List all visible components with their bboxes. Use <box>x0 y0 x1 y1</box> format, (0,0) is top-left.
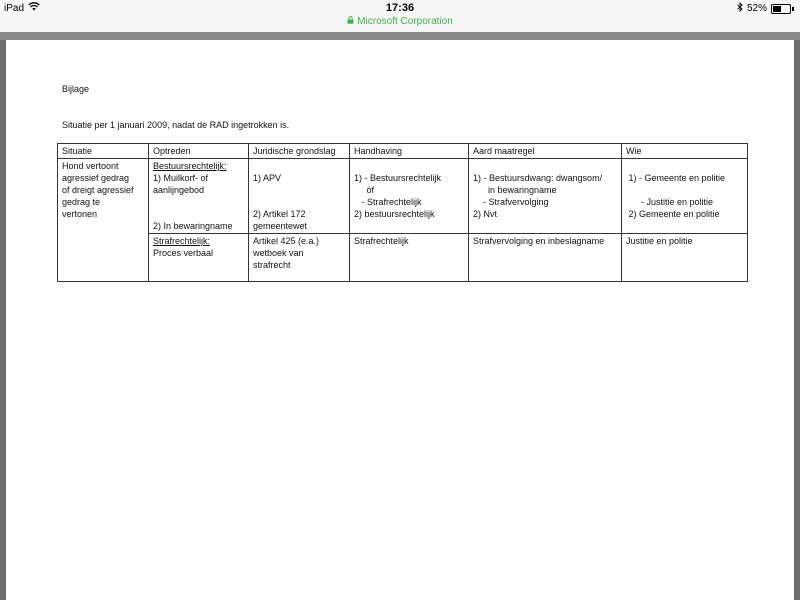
cell-line: gemeentewet <box>253 221 308 231</box>
header-cell: Aard maatregel <box>469 144 622 159</box>
cell-line <box>253 196 345 208</box>
handhaving-cell: Strafrechtelijk <box>350 234 469 282</box>
wie-cell <box>622 159 748 234</box>
cell-line: 1) APV <box>253 173 282 183</box>
cell-line: 2) Gemeente en politie <box>626 209 720 219</box>
cell-line: 1) - Bestuursdwang: dwangsom/ <box>473 173 603 183</box>
device-label: iPad <box>4 2 25 14</box>
document-page <box>6 40 794 600</box>
document-toolbar-strip <box>0 32 800 40</box>
cell-line <box>473 160 617 172</box>
measures-table <box>57 143 748 282</box>
cell-line: 2) Nvt <box>473 209 498 219</box>
cell-line: wetboek van <box>253 248 304 258</box>
cell-line <box>626 184 743 196</box>
header-cell: Wie <box>622 144 748 159</box>
header-cell: Handhaving <box>350 144 469 159</box>
ios-status-bar <box>0 0 800 32</box>
cell-line: 2) In bewaringname <box>153 221 233 231</box>
cell-line: 2) Artikel 172 <box>253 209 306 219</box>
cell-line: of dreigt agressief <box>62 185 134 195</box>
cell-line <box>253 160 345 172</box>
cell-line: in bewaringname <box>473 185 557 195</box>
cell-line: gedrag te <box>62 197 101 207</box>
cell-line <box>153 208 244 220</box>
cell-line: - Strafvervolging <box>473 197 549 207</box>
table-row <box>58 159 748 234</box>
cell-line: vertonen <box>62 209 98 219</box>
cell-line: Artikel 425 (e.a.) <box>253 236 320 246</box>
situation-cell <box>58 159 149 282</box>
cell-line: - Strafrechtelijk <box>354 197 422 207</box>
cell-line: aanlijngebod <box>153 185 205 195</box>
cell-line: - Justitie en politie <box>626 197 714 207</box>
header-cell: Situatie <box>58 144 149 159</box>
cell-line: óf <box>354 185 375 195</box>
url-text: Microsoft Corporation <box>357 16 453 27</box>
cell-line: Hond vertoont <box>62 161 119 171</box>
wie-cell: Justitie en politie <box>622 234 748 282</box>
cell-line: agressief gedrag <box>62 173 130 183</box>
cell-line <box>626 160 743 172</box>
cell-line: 1) Muilkorf- of <box>153 173 209 183</box>
bluetooth-icon <box>737 2 743 15</box>
cell-line <box>354 160 464 172</box>
handhaving-cell <box>350 159 469 234</box>
cell-line: 1) - Gemeente en politie <box>626 173 726 183</box>
cell-line: Proces verbaal <box>153 248 214 258</box>
table-row <box>58 234 748 282</box>
cell-line <box>253 184 345 196</box>
grondslag-cell <box>249 234 350 282</box>
table-header-row <box>58 144 748 159</box>
status-right <box>737 2 794 15</box>
document-intro: Situatie per 1 januari 2009, nadat de RAD ingetrokken is. <box>62 120 290 130</box>
battery-percent: 52% <box>746 3 767 14</box>
optreden-cell <box>149 234 249 282</box>
cell-line: 1) - Bestuursrechtelijk <box>354 173 442 183</box>
battery-icon <box>771 4 791 14</box>
cell-subheading: Strafrechtelijk: <box>153 236 211 246</box>
maatregel-cell <box>469 159 622 234</box>
header-cell: Optreden <box>149 144 249 159</box>
clock: 17:36 <box>385 2 415 14</box>
battery-tip <box>792 7 794 11</box>
battery-fill <box>773 6 781 12</box>
cell-line: 2) bestuursrechtelijk <box>354 209 435 219</box>
address-bar[interactable] <box>0 16 800 27</box>
lock-icon <box>347 16 354 27</box>
cell-subheading: Bestuursrechtelijk: <box>153 161 227 171</box>
maatregel-cell: Strafvervolging en inbeslagname <box>469 234 622 282</box>
header-cell: Juridische grondslag <box>249 144 350 159</box>
cell-line <box>153 196 244 208</box>
cell-line: strafrecht <box>253 260 291 270</box>
optreden-cell <box>149 159 249 234</box>
grondslag-cell <box>249 159 350 234</box>
document-heading: Bijlage <box>62 84 90 94</box>
